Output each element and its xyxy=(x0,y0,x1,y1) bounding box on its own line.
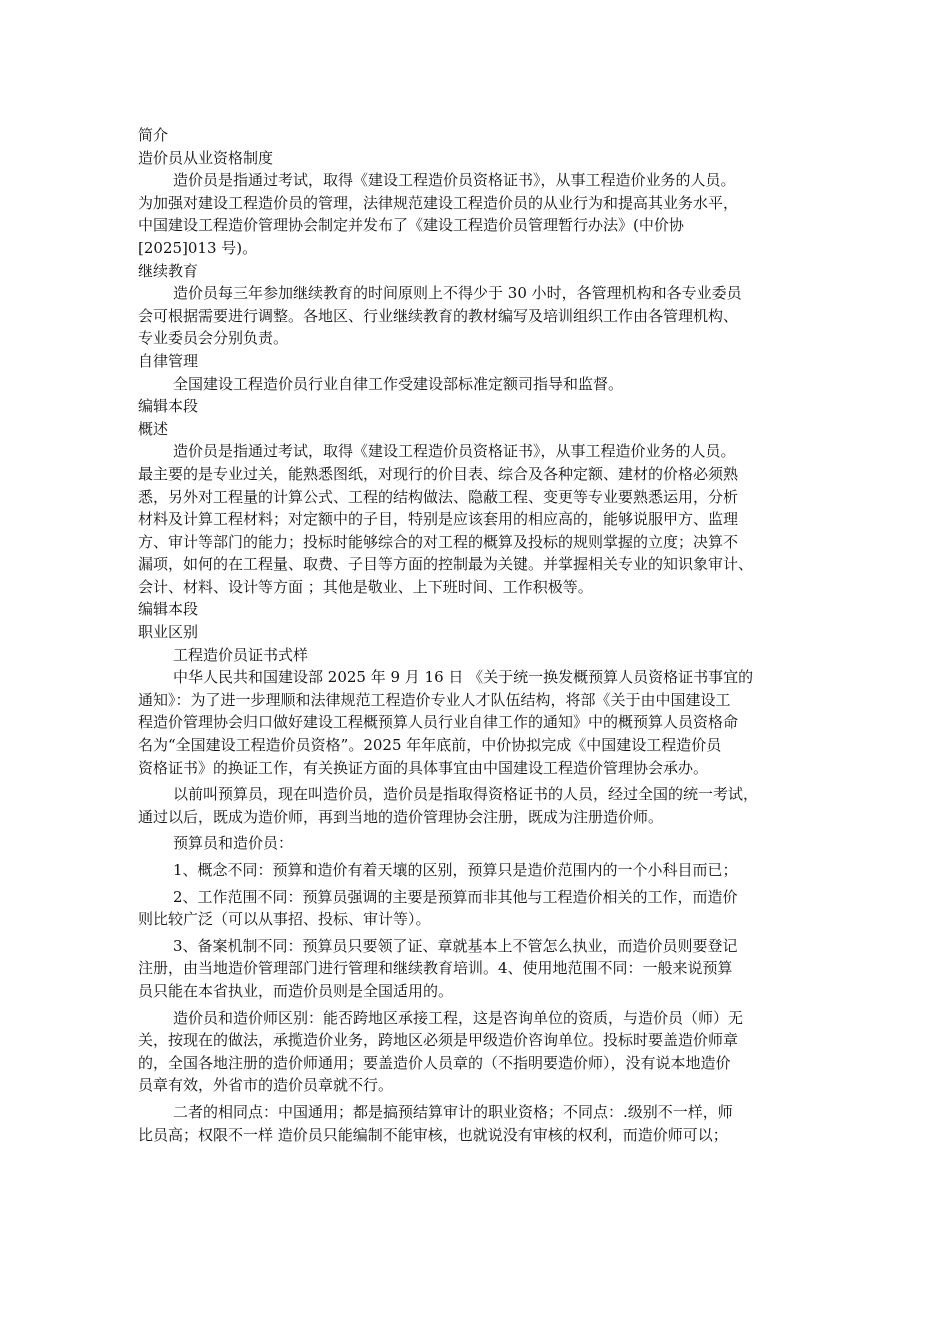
paragraph-line: 程造价管理协会归口做好建设工程概预算人员行业自律工作的通知》中的概预算人员资格命 xyxy=(138,713,739,732)
paragraph-line: 造价员每三年参加继续教育的时间原则上不得少于 30 小时，各管理机构和各专业委员 xyxy=(173,284,742,303)
section-heading: 简介 xyxy=(138,126,169,144)
paragraph xyxy=(138,666,812,779)
image-caption: 工程造价员证书式样 xyxy=(173,645,309,664)
document-body xyxy=(138,124,812,1146)
paragraph xyxy=(138,282,812,350)
section-heading: 概述 xyxy=(138,419,169,438)
paragraph xyxy=(138,783,812,828)
paragraph xyxy=(138,644,812,667)
paragraph-line: 1、概念不同：预算和造价有着天壤的区别，预算只是造价范围内的一个小科目而已； xyxy=(173,861,738,879)
paragraph xyxy=(138,832,812,855)
paragraph-line: 造价员是指通过考试，取得《建设工程造价员资格证书》，从事工程造价业务的人员。 xyxy=(173,442,736,461)
paragraph-line: 材料及计算工程材料；对定额中的子目，特别是应该套用的相应高的，能够说服甲方、监理 xyxy=(138,510,739,529)
paragraph-line: 则比较广泛（可以从事招、投标、审计等）。 xyxy=(138,910,431,929)
paragraph-line: 方、审计等部门的能力；投标时能够综合的对工程的概算及投标的规则掌握的立度；决算不 xyxy=(138,532,739,551)
paragraph-line: 二者的相同点：中国通用；都是搞预结算审计的职业资格；不同点：.级别不一样，师 xyxy=(173,1102,733,1121)
paragraph xyxy=(138,440,812,598)
paragraph-line: 比员高；权限不一样 造价员只能编制不能审核，也就说没有审核的权利，而造价师可以； xyxy=(138,1125,728,1144)
paragraph-line: 全国建设工程造价员行业自律工作受建设部标准定额司指导和监督。 xyxy=(173,374,624,393)
paragraph-line: 名为“全国建设工程造价员资格”。2025 年年底前，中价协拟完成《中国建设工程造价员 xyxy=(138,736,722,755)
paragraph-line: 会可根据需要进行调整。各地区、行业继续教育的教材编写及培训组织工作由各管理机构、 xyxy=(138,306,739,325)
paragraph-line: 3、备案机制不同：预算员只要领了证、章就基本上不管怎么执业，而造价员则要登记 xyxy=(173,936,738,955)
paragraph-line: 预算员和造价员： xyxy=(173,834,294,853)
paragraph-line: 资格证书》的换证工作，有关换证方面的具体事宜由中国建设工程造价管理协会承办。 xyxy=(138,758,709,777)
paragraph-line: 的，全国各地注册的造价师通用；要盖造价人员章的（不指明要造价师），没有说本地造价 xyxy=(138,1053,731,1072)
paragraph xyxy=(138,935,812,1003)
paragraph-line: 造价员是指通过考试，取得《建设工程造价员资格证书》，从事工程造价业务的人员。 xyxy=(173,171,736,190)
paragraph-line: 通过以后，既成为造价师，再到当地的造价管理协会注册，既成为注册造价师。 xyxy=(138,807,664,826)
paragraph-line: 中华人民共和国建设部 2025 年 9 月 16 日 《关于统一换发概预算人员资格证书事宜的 xyxy=(173,668,754,687)
paragraph-line: 关，按现在的做法，承揽造价业务，跨地区必须是甲级造价咨询单位。投标时要盖造价师章 xyxy=(138,1031,739,1050)
paragraph-line: 以前叫预算员，现在叫造价员，造价员是指取得资格证书的人员，经过全国的统一考试， xyxy=(173,785,759,804)
paragraph-line: 中国建设工程造价管理协会制定并发布了《建设工程造价员管理暂行办法》(中价协 xyxy=(138,216,684,235)
paragraph-line: 注册，由当地造价管理部门进行管理和继续教育培训。4、使用地范围不同：一般来说预算 xyxy=(138,959,733,978)
section-heading: 造价员从业资格制度 xyxy=(138,148,274,167)
paragraph xyxy=(138,1101,812,1146)
paragraph-line: [2025]013 号)。 xyxy=(138,238,258,257)
paragraph-line: 悉，另外对工程量的计算公式、工程的结构做法、隐蔽工程、变更等专业要熟悉运用，分析 xyxy=(138,487,739,506)
paragraph xyxy=(138,859,812,882)
paragraph-line: 员只能在本省执业，而造价员则是全国适用的。 xyxy=(138,981,454,1000)
paragraph xyxy=(138,169,812,259)
paragraph-line: 最主要的是专业过关，能熟悉图纸，对现行的价目表、综合及各种定额、建材的价格必须熟 xyxy=(138,464,739,483)
paragraph-line: 2、工作范围不同：预算员强调的主要是预算而非其他与工程造价相关的工作，而造价 xyxy=(173,887,738,906)
paragraph xyxy=(138,1007,812,1097)
paragraph xyxy=(138,886,812,931)
paragraph-line: 漏项，如何的在工程量、取费、子目等方面的控制最为关键。并掌握相关专业的知识象审计、 xyxy=(138,555,754,574)
edit-section-label: 编辑本段 xyxy=(138,397,199,416)
paragraph-line: 专业委员会分别负责。 xyxy=(138,329,289,348)
section-heading: 自律管理 xyxy=(138,351,199,370)
edit-section-label: 编辑本段 xyxy=(138,600,199,619)
paragraph xyxy=(138,373,812,396)
paragraph-line: 通知》：为了进一步理顺和法律规范工程造价专业人才队伍结构，将部《关于由中国建设工 xyxy=(138,690,731,709)
paragraph-line: 会计、材料、设计等方面 ；其他是敬业、上下班时间、工作积极等。 xyxy=(138,577,593,596)
paragraph-line: 造价员和造价师区别：能否跨地区承接工程，这是咨询单位的资质，与造价员（师）无 xyxy=(173,1008,744,1027)
paragraph-line: 员章有效，外省市的造价员章就不行。 xyxy=(138,1076,394,1095)
paragraph-line: 为加强对建设工程造价员的管理，法律规范建设工程造价员的从业行为和提高其业务水平， xyxy=(138,193,739,212)
section-heading: 职业区别 xyxy=(138,623,199,642)
section-heading: 继续教育 xyxy=(138,261,199,280)
